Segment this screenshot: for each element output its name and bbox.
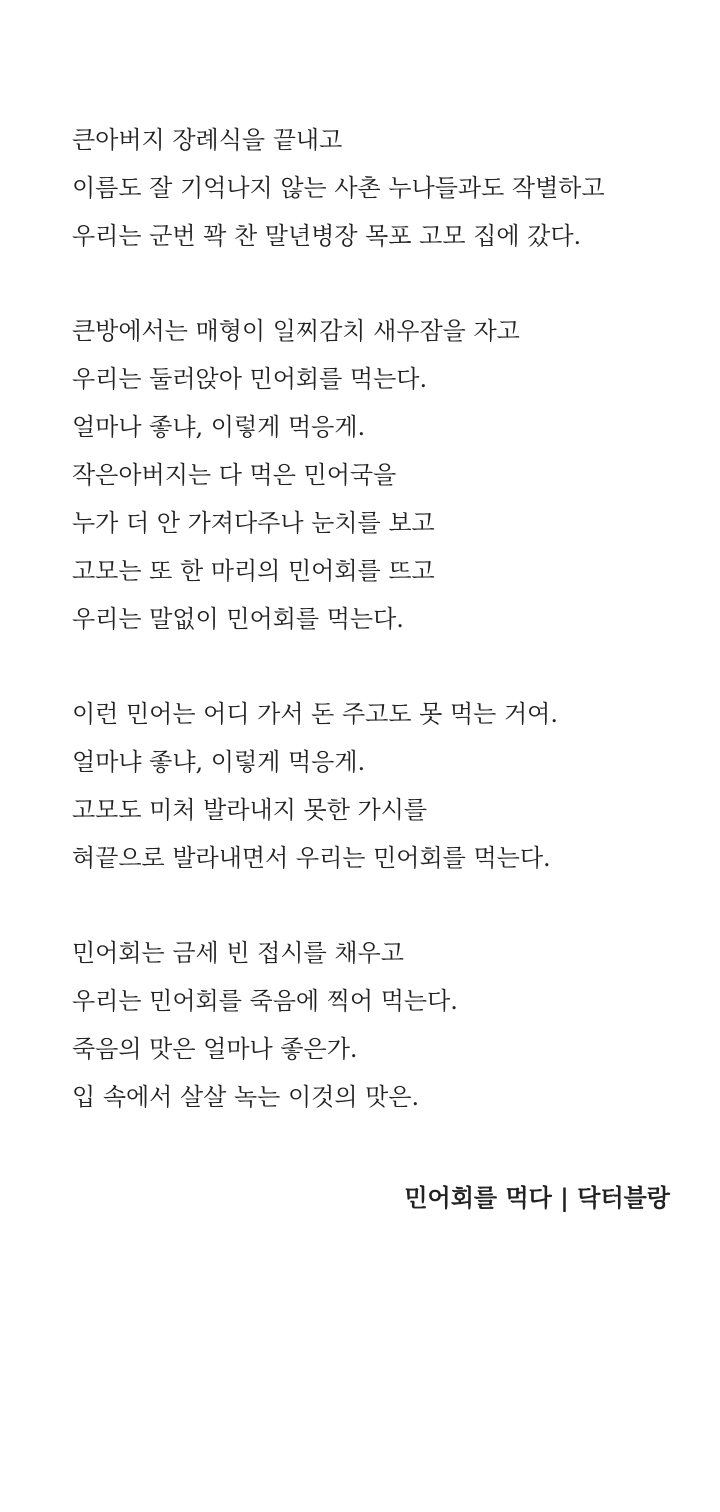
poem-line: 작은아버지는 다 먹은 민어국을: [72, 461, 397, 489]
poem-line: 이름도 잘 기억나지 않는 사촌 누나들과도 작별하고: [72, 174, 605, 202]
poem-line: 큰방에서는 매형이 일찌감치 새우잠을 자고: [72, 317, 520, 345]
poem-line: 우리는 군번 꽉 찬 말년병장 목포 고모 집에 갔다.: [72, 222, 582, 250]
stanza-3: [72, 690, 672, 882]
poem-line: 얼마냐 좋냐, 이렇게 먹응게.: [72, 748, 366, 776]
poem-body: [72, 116, 672, 1168]
poem-line: 고모도 미처 발라내지 못한 가시를: [72, 796, 428, 824]
poem-line: 죽음의 맛은 얼마나 좋은가.: [72, 1035, 358, 1063]
stanza-1: [72, 116, 672, 260]
poem-line: 고모는 또 한 마리의 민어회를 뜨고: [72, 557, 435, 585]
stanza-4: [72, 929, 672, 1121]
poem-line: 큰아버지 장례식을 끝내고: [72, 126, 343, 154]
poem-line: 민어회는 금세 빈 접시를 채우고: [72, 939, 404, 967]
poem-line: 입 속에서 살살 녹는 이것의 맛은.: [72, 1083, 420, 1111]
poem-title-and-author: 민어회를 먹다 | 닥터블랑: [404, 1183, 670, 1212]
poem-line: 우리는 말없이 민어회를 먹는다.: [72, 605, 404, 633]
poem-line: 얼마나 좋냐, 이렇게 먹응게.: [72, 413, 366, 441]
poem-line: 이런 민어는 어디 가서 돈 주고도 못 먹는 거여.: [72, 700, 558, 728]
poem-line: 혀끝으로 발라내면서 우리는 민어회를 먹는다.: [72, 844, 551, 872]
stanza-2: [72, 307, 672, 643]
poem-line: 누가 더 안 가져다주나 눈치를 보고: [72, 509, 435, 537]
poem-line: 우리는 둘러앉아 민어회를 먹는다.: [72, 365, 428, 393]
poem-line: 우리는 민어회를 죽음에 찍어 먹는다.: [72, 987, 458, 1015]
